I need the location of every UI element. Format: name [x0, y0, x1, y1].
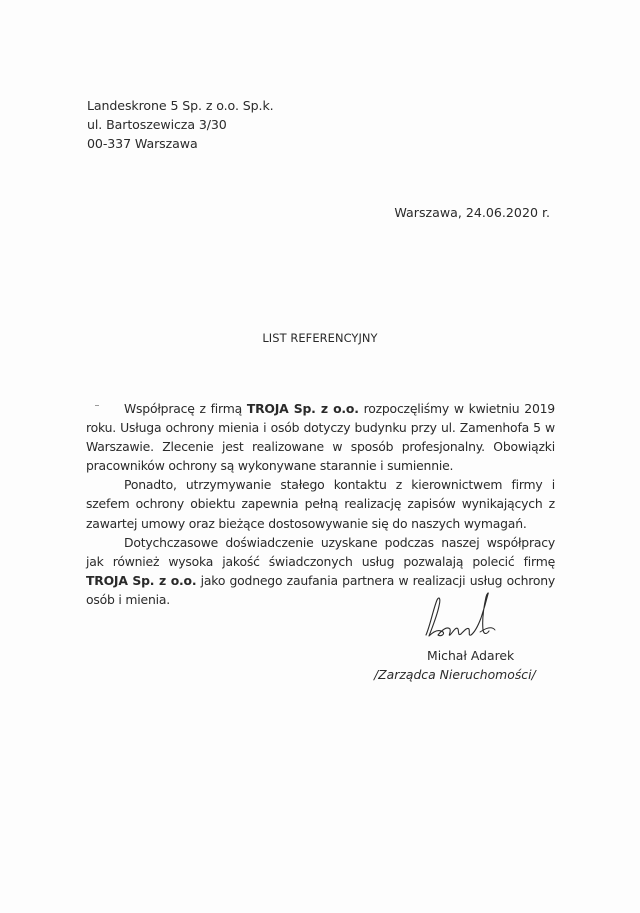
- company-name: TROJA Sp. z o.o.: [86, 572, 197, 588]
- handwritten-signature: [420, 588, 500, 648]
- paragraph-1: [86, 399, 555, 475]
- signature-stroke-flourish: [480, 628, 495, 632]
- sender-address-block: [87, 96, 274, 153]
- sender-street: ul. Bartoszewicza 3/30: [87, 117, 227, 132]
- paragraph-2: Ponadto, utrzymywanie stałego kontaktu z kierownictwem firmy i szefem ochrony obiektu zapewnia pełną realizację zapisów wynikających z zawartej umowy oraz bieżące dostosowywanie się do naszych wymagań.: [86, 477, 555, 531]
- paragraph-1-start: Współpracę z firmą: [124, 401, 247, 416]
- signer-role: /Zarządca Nieruchomości/: [374, 667, 536, 682]
- paragraph-3-end: jako godnego zaufania partnera w realizacji usług ochrony osób i mienia.: [86, 572, 556, 607]
- letter-body: [86, 399, 555, 609]
- signer-name: Michał Adarek: [427, 648, 515, 663]
- sender-city: 00-337 Warszawa: [87, 136, 198, 151]
- sender-name: Landeskrone 5 Sp. z o.o. Sp.k.: [87, 98, 274, 113]
- company-name: TROJA Sp. z o.o.: [246, 401, 359, 416]
- paragraph-1-end: rozpoczęliśmy w kwietniu 2019 roku. Usługa ochrony mienia i osób dotyczy budynku przy ul. Zamenhofa 5 w Warszawie. Zlecenie jest realizowane w sposób profesjonalny. Obowiązki pracowników ochrony są wykonywane starannie i sumiennie.: [86, 401, 555, 474]
- signature-stroke-main: [426, 593, 489, 636]
- date-line: Warszawa, 24.06.2020 r.: [394, 205, 550, 220]
- letter-title: LIST REFERENCYJNY: [262, 331, 378, 345]
- paragraph-3-start: Dotychczasowe doświadczenie uzyskane podczas naszej współpracy jak również wysoka jakość świadczonych usług pozwalają polecić firmę: [86, 534, 555, 569]
